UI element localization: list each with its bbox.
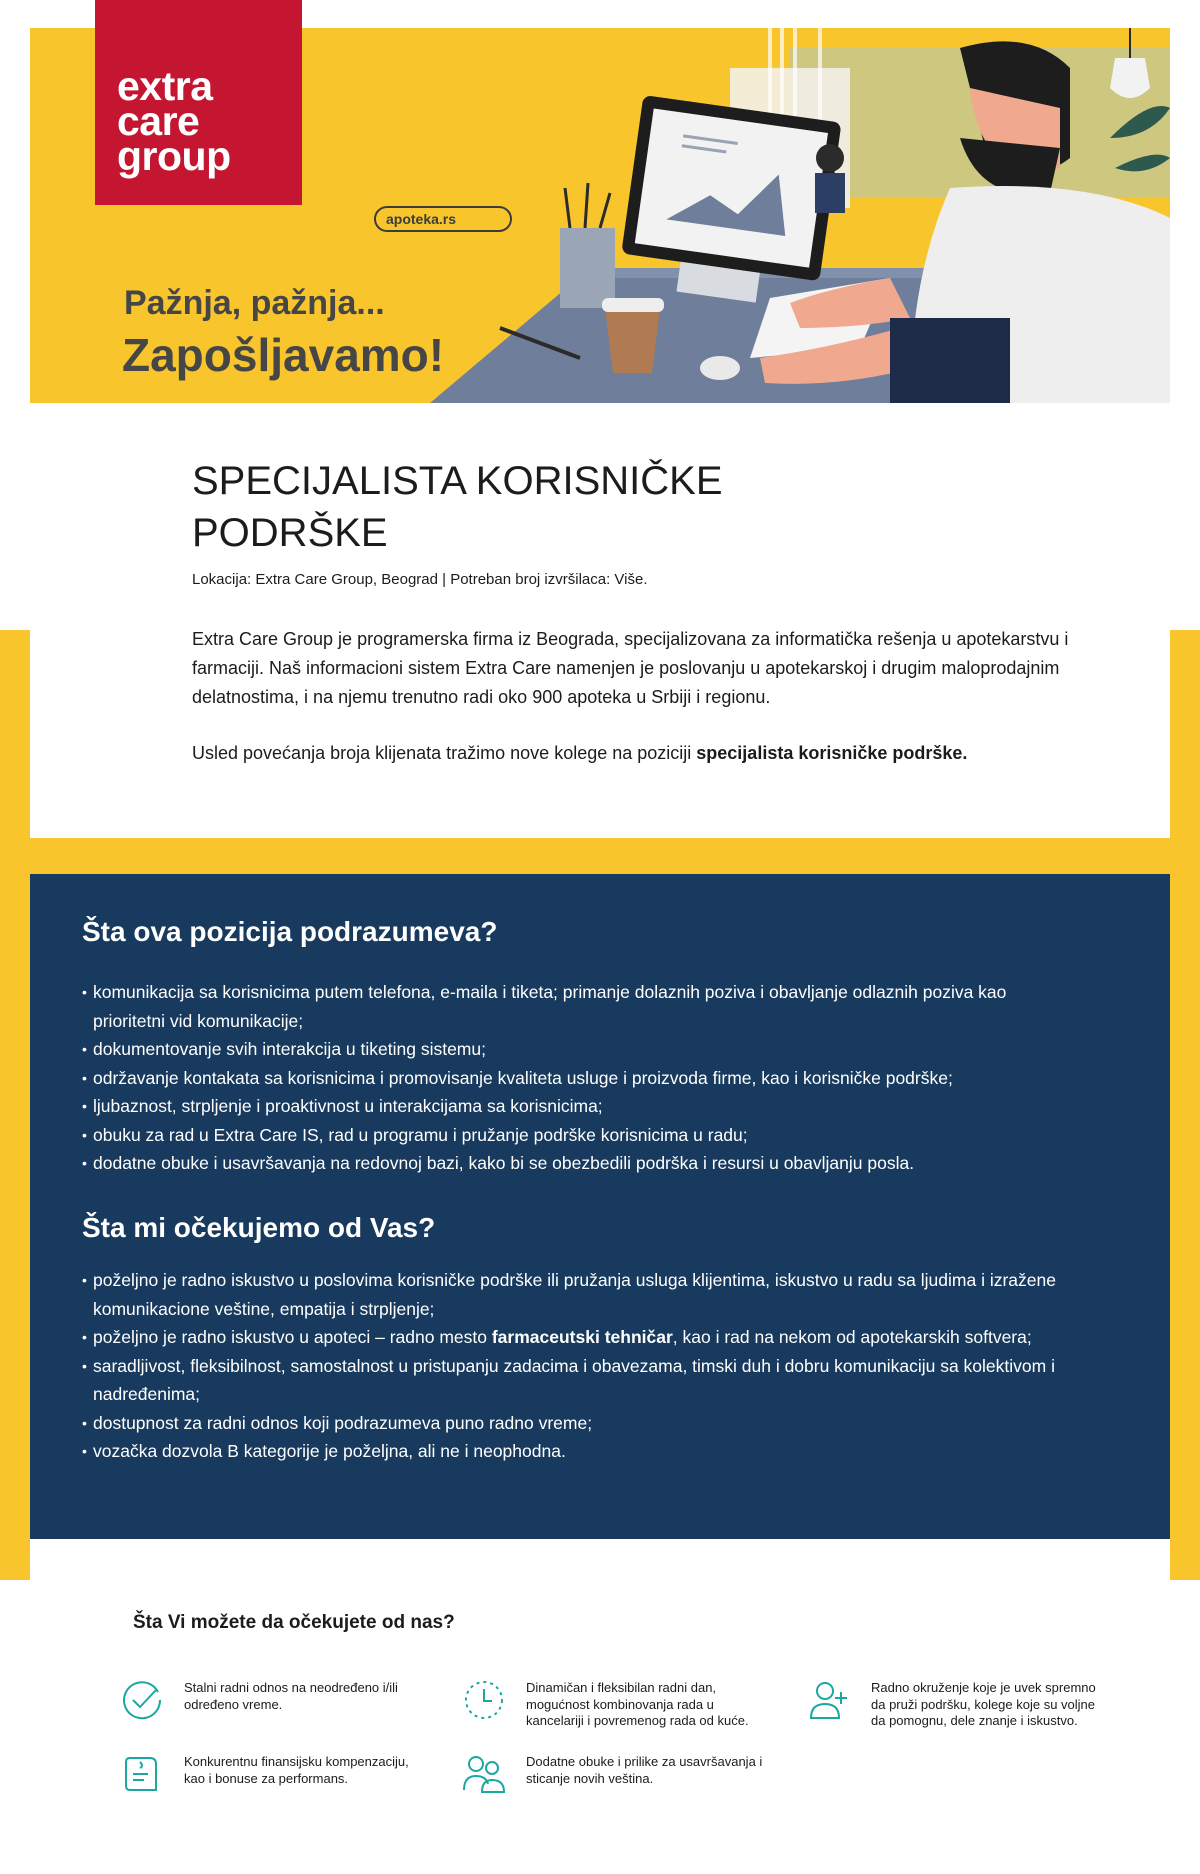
position-sentence-prefix: Usled povećanja broja klijenata tražimo nove kolege na poziciji — [192, 743, 697, 763]
frame-band-left — [0, 630, 30, 1580]
list-item: • dokumentovanje svih interakcija u tiketing sistemu; — [82, 1035, 1082, 1064]
responsibilities-list — [82, 978, 1082, 1178]
people-icon — [462, 1752, 506, 1796]
company-description: Extra Care Group je programerska firma iz Beograda, specijalizovana za informatička rešenja u apotekarstvu i farmaciji. Naš informacioni sistem Extra Care namenjen je poslovanju u apotekarskoj i drugim maloprodajnim delatnostima, i na njemu trenutno radi oko 900 apoteka u Srbiji i regionu. — [192, 629, 1069, 707]
list-item: • dodatne obuke i usavršavanja na redovnoj bazi, kako bi se obezbedili podrška i resursi u obavljanju posla. — [82, 1149, 1082, 1178]
pharmacy-role: farmaceutski tehničar — [491, 1327, 673, 1347]
frame-band-middle — [0, 838, 1200, 874]
list-item: • obuku za rad u Extra Care IS, rad u programu i pružanje podrške korisnicima u radu; — [82, 1121, 1082, 1150]
hero-headline-1: Pažnja, pažnja... — [124, 284, 385, 322]
list-item: • poželjno je radno iskustvo u poslovima korisničke podrške ili pružanja usluga klijentima, iskustvo u radu sa ljudima i izražene komunikacione veštine, empatija i strpljenje; — [82, 1266, 1082, 1323]
job-meta: Lokacija: Extra Care Group, Beograd | Potreban broj izvršilaca: Više. — [192, 571, 648, 588]
frame-band-right — [1170, 630, 1200, 1580]
hero-headline-2: Zapošljavamo! — [122, 329, 445, 381]
job-intro — [30, 403, 1170, 838]
money-document-icon — [120, 1752, 164, 1796]
user-plus-icon — [807, 1678, 851, 1722]
clock-icon — [462, 1678, 506, 1722]
list-item: • saradljivost, fleksibilnost, samostalnost u pristupanju zadacima i obavezama, timski duh i dobru komunikaciju sa kolektivom i nadređenima; — [82, 1352, 1082, 1409]
job-title: SPECIJALISTA KORISNIČKE PODRŠKE — [192, 459, 723, 555]
benefits-section — [30, 1570, 1170, 1874]
website-pill[interactable]: apoteka.rs — [374, 206, 512, 232]
list-item: • dostupnost za radni odnos koji podrazumeva puno radno vreme; — [82, 1409, 1082, 1438]
list-item — [82, 1323, 1082, 1352]
benefit-text: Radno okruženje koje je uvek spremno da pruži podršku, kolege koje su voljne da pomognu, dele znanje i iskustvo. — [871, 1680, 1096, 1728]
requirements-heading: Šta mi očekujemo od Vas? — [82, 1212, 436, 1243]
position-name: specijalista korisničke podrške. — [696, 743, 968, 763]
pharmacy-suffix: , kao i rad na nekom od apotekarskih softvera; — [672, 1327, 1032, 1347]
list-item: • održavanje kontakata sa korisnicima i promovisanje kvaliteta usluge i proizvoda firme, kao i korisničke podrške; — [82, 1064, 1082, 1093]
logo-word-2: care — [117, 98, 200, 144]
logo-word-1: extra — [117, 63, 213, 109]
company-logo — [95, 0, 302, 205]
list-item: • vozačka dozvola B kategorije je poželjna, ali ne i neophodna. — [82, 1437, 1082, 1466]
details-section — [30, 874, 1170, 1539]
responsibilities-heading: Šta ova pozicija podrazumeva? — [82, 916, 498, 947]
benefit-text: Dinamičan i fleksibilan radni dan, mogućnost kombinovanja rada u kancelariji i povremenog rada od kuće. — [526, 1680, 749, 1728]
benefit-text: Konkurentnu finansijsku kompenzaciju, kao i bonuse za performans. — [184, 1754, 409, 1786]
list-item: • ljubaznost, strpljenje i proaktivnost u interakcijama sa korisnicima; — [82, 1092, 1082, 1121]
benefits-heading: Šta Vi možete da očekujete od nas? — [133, 1612, 455, 1633]
requirements-list — [82, 1266, 1082, 1466]
benefit-text: Stalni radni odnos na neodređeno i/ili određeno vreme. — [184, 1680, 398, 1712]
check-circle-icon — [120, 1678, 164, 1722]
benefit-text: Dodatne obuke i prilike za usavršavanja i sticanje novih veština. — [526, 1754, 763, 1786]
pharmacy-prefix: poželjno je radno iskustvo u apoteci – radno mesto — [93, 1327, 492, 1347]
logo-word-3: group — [117, 133, 231, 179]
position-sentence — [192, 739, 1072, 768]
list-item: • komunikacija sa korisnicima putem telefona, e-maila i tiketa; primanje dolaznih poziva i obavljanje odlaznih poziva kao prioritetni vid komunikacije; — [82, 978, 1082, 1035]
